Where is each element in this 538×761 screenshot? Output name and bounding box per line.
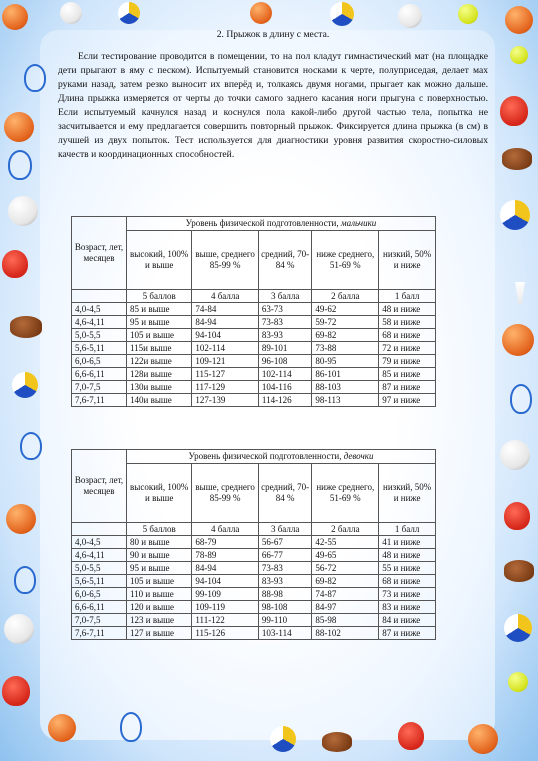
value-cell: 74-87 — [312, 588, 379, 601]
value-cell: 73-83 — [258, 562, 311, 575]
value-cell: 80 и выше — [127, 536, 192, 549]
american-football-icon — [10, 316, 42, 338]
age-cell: 4,0-4,5 — [72, 536, 127, 549]
value-cell: 84-94 — [192, 316, 259, 329]
value-cell: 95 и выше — [127, 562, 192, 575]
basketball-icon — [505, 6, 533, 34]
level-below-average: ниже среднего, 51-69 % — [312, 231, 379, 290]
table-row — [72, 329, 436, 342]
tennis-ball-icon — [508, 672, 528, 692]
value-cell: 55 и ниже — [379, 562, 436, 575]
value-cell: 85-98 — [312, 614, 379, 627]
american-football-icon — [322, 732, 352, 752]
value-cell: 127-139 — [192, 394, 259, 407]
volleyball-icon — [12, 372, 38, 398]
ping-pong-paddle-icon — [504, 502, 530, 530]
value-cell: 73-88 — [312, 342, 379, 355]
table-row — [72, 562, 436, 575]
level-average: средний, 70-84 % — [258, 231, 311, 290]
soccer-ball-icon — [60, 2, 82, 24]
age-cell: 5,0-5,5 — [72, 329, 127, 342]
value-cell: 96-108 — [258, 355, 311, 368]
tennis-ball-icon — [458, 4, 478, 24]
age-cell: 7,0-7,5 — [72, 381, 127, 394]
value-cell: 88-98 — [258, 588, 311, 601]
level-low: низкий, 50% и ниже — [379, 464, 436, 523]
racket-icon — [8, 150, 32, 180]
value-cell: 79 и ниже — [379, 355, 436, 368]
value-cell: 103-114 — [258, 627, 311, 640]
value-cell: 97 и ниже — [379, 394, 436, 407]
value-cell: 99-110 — [258, 614, 311, 627]
value-cell: 63-73 — [258, 303, 311, 316]
value-cell: 80-95 — [312, 355, 379, 368]
section-heading: 2. Прыжок в длину с места. — [216, 29, 330, 40]
value-cell: 56-67 — [258, 536, 311, 549]
value-cell: 68 и ниже — [379, 329, 436, 342]
soccer-ball-icon — [500, 440, 530, 470]
value-cell: 114-126 — [258, 394, 311, 407]
points-cell: 4 балла — [192, 523, 259, 536]
points-cell: 3 балла — [258, 290, 311, 303]
age-cell: 7,6-7,11 — [72, 627, 127, 640]
value-cell: 140и выше — [127, 394, 192, 407]
value-cell: 105 и выше — [127, 329, 192, 342]
value-cell: 87 и ниже — [379, 381, 436, 394]
ping-pong-paddle-icon — [2, 676, 30, 706]
age-header: Возраст, лет, месяцев — [72, 217, 127, 290]
age-cell: 6,0-6,5 — [72, 588, 127, 601]
value-cell: 104-116 — [258, 381, 311, 394]
soccer-ball-icon — [8, 196, 38, 226]
age-cell: 5,6-5,11 — [72, 575, 127, 588]
age-cell: 6,6-6,11 — [72, 601, 127, 614]
value-cell: 105 и выше — [127, 575, 192, 588]
value-cell: 78-89 — [192, 549, 259, 562]
value-cell: 102-114 — [192, 342, 259, 355]
ping-pong-paddle-icon — [2, 250, 28, 278]
value-cell: 86-101 — [312, 368, 379, 381]
value-cell: 42-55 — [312, 536, 379, 549]
value-cell: 95 и выше — [127, 316, 192, 329]
points-cell: 3 балла — [258, 523, 311, 536]
racket-icon — [14, 566, 36, 594]
ping-pong-paddle-icon — [500, 96, 528, 126]
value-cell: 68 и ниже — [379, 575, 436, 588]
value-cell: 83-93 — [258, 575, 311, 588]
value-cell: 102-114 — [258, 368, 311, 381]
value-cell: 94-104 — [192, 575, 259, 588]
table-title-prefix: Уровень физической подготовленности, — [188, 451, 344, 461]
shuttlecock-icon — [512, 282, 528, 304]
volleyball-icon — [500, 200, 530, 230]
level-above-average: выше, среднего 85-99 % — [192, 464, 259, 523]
points-cell: 2 балла — [312, 290, 379, 303]
value-cell: 99-109 — [192, 588, 259, 601]
points-cell: 1 балл — [379, 290, 436, 303]
points-spacer — [72, 523, 127, 536]
level-high: высокий, 100% и выше — [127, 231, 192, 290]
volleyball-icon — [330, 2, 354, 26]
level-low: низкий, 50% и ниже — [379, 231, 436, 290]
points-cell: 5 баллов — [127, 290, 192, 303]
value-cell: 41 и ниже — [379, 536, 436, 549]
points-cell: 5 баллов — [127, 523, 192, 536]
table-row — [72, 368, 436, 381]
value-cell: 130и выше — [127, 381, 192, 394]
table-title-gender: мальчики — [340, 218, 377, 228]
table-row — [72, 381, 436, 394]
basketball-icon — [2, 4, 28, 30]
boys-results-table — [71, 216, 436, 407]
table-title-gender: девочки — [343, 451, 374, 461]
soccer-ball-icon — [4, 614, 34, 644]
value-cell: 48 и ниже — [379, 549, 436, 562]
value-cell: 68-79 — [192, 536, 259, 549]
value-cell: 49-65 — [312, 549, 379, 562]
value-cell: 111-122 — [192, 614, 259, 627]
table-row — [72, 575, 436, 588]
basketball-icon — [4, 112, 34, 142]
value-cell: 69-82 — [312, 575, 379, 588]
racket-icon — [24, 64, 46, 92]
table-row — [72, 588, 436, 601]
age-cell: 7,6-7,11 — [72, 394, 127, 407]
racket-icon — [510, 384, 532, 414]
table-title — [127, 450, 436, 464]
value-cell: 115-127 — [192, 368, 259, 381]
value-cell: 59-72 — [312, 316, 379, 329]
soccer-ball-icon — [398, 4, 422, 28]
american-football-icon — [502, 148, 532, 170]
points-cell: 1 балл — [379, 523, 436, 536]
value-cell: 69-82 — [312, 329, 379, 342]
age-cell: 4,6-4,11 — [72, 549, 127, 562]
level-high: высокий, 100% и выше — [127, 464, 192, 523]
value-cell: 115-126 — [192, 627, 259, 640]
points-spacer — [72, 290, 127, 303]
value-cell: 89-101 — [258, 342, 311, 355]
value-cell: 94-104 — [192, 329, 259, 342]
value-cell: 84-97 — [312, 601, 379, 614]
racket-icon — [20, 432, 42, 460]
points-cell: 2 балла — [312, 523, 379, 536]
table-row — [72, 549, 436, 562]
value-cell: 122и выше — [127, 355, 192, 368]
age-cell: 7,0-7,5 — [72, 614, 127, 627]
table-row — [72, 316, 436, 329]
table-row — [72, 342, 436, 355]
volleyball-icon — [504, 614, 532, 642]
age-header: Возраст, лет, месяцев — [72, 450, 127, 523]
basketball-icon — [468, 724, 498, 754]
value-cell: 109-119 — [192, 601, 259, 614]
basketball-icon — [48, 714, 76, 742]
table-row — [72, 614, 436, 627]
volleyball-icon — [118, 2, 140, 24]
value-cell: 120 и выше — [127, 601, 192, 614]
table-row — [72, 601, 436, 614]
value-cell: 66-77 — [258, 549, 311, 562]
value-cell: 84 и ниже — [379, 614, 436, 627]
value-cell: 123 и выше — [127, 614, 192, 627]
value-cell: 73-83 — [258, 316, 311, 329]
american-football-icon — [504, 560, 534, 582]
value-cell: 84-94 — [192, 562, 259, 575]
value-cell: 72 и ниже — [379, 342, 436, 355]
value-cell: 128и выше — [127, 368, 192, 381]
value-cell: 83 и ниже — [379, 601, 436, 614]
description-paragraph: Если тестирование проводится в помещении, то на пол кладут гимнастический мат (на площадке дети прыгают в яму с песком). Испытуемый становится носками к черте, полуприседая, делает мах руками назад, затем резко выносит их вперёд и, толкаясь двумя ногами, прыгает как можно дальше. Длина прыжка измеряется от черты до точки самого заднего касания ноги прыгуна с поверхностью. Если испытуемый качнулся назад и коснулся пола какой-либо другой частью тела, попытка не засчитывается и ему предлагается совершить повторный прыжок. Фиксируется длина прыжка (в см) в лучшей из двух попыток. Тест используется для диагностики уровня развития скоростно-силовых качеств и координационных способностей. — [58, 51, 488, 160]
age-cell: 4,6-4,11 — [72, 316, 127, 329]
basketball-icon — [502, 324, 534, 356]
value-cell: 110 и выше — [127, 588, 192, 601]
tennis-ball-icon — [510, 46, 528, 64]
table-row — [72, 303, 436, 316]
value-cell: 48 и ниже — [379, 303, 436, 316]
value-cell: 85 и выше — [127, 303, 192, 316]
value-cell: 87 и ниже — [379, 627, 436, 640]
value-cell: 74-84 — [192, 303, 259, 316]
table-title — [127, 217, 436, 231]
value-cell: 58 и ниже — [379, 316, 436, 329]
age-cell: 6,0-6,5 — [72, 355, 127, 368]
level-above-average: выше, среднего 85-99 % — [192, 231, 259, 290]
age-cell: 6,6-6,11 — [72, 368, 127, 381]
value-cell: 88-103 — [312, 381, 379, 394]
volleyball-icon — [270, 726, 296, 752]
value-cell: 98-113 — [312, 394, 379, 407]
value-cell: 115и выше — [127, 342, 192, 355]
value-cell: 98-108 — [258, 601, 311, 614]
text-block — [58, 28, 488, 162]
basketball-icon — [250, 2, 272, 24]
table-row — [72, 394, 436, 407]
table-row — [72, 627, 436, 640]
age-cell: 4,0-4,5 — [72, 303, 127, 316]
age-cell: 5,6-5,11 — [72, 342, 127, 355]
table-title-prefix: Уровень физической подготовленности, — [185, 218, 341, 228]
boys-table-body — [72, 303, 436, 407]
value-cell: 88-102 — [312, 627, 379, 640]
value-cell: 56-72 — [312, 562, 379, 575]
girls-table-body — [72, 536, 436, 640]
value-cell: 49-62 — [312, 303, 379, 316]
ping-pong-paddle-icon — [398, 722, 424, 750]
level-average: средний, 70-84 % — [258, 464, 311, 523]
value-cell: 90 и выше — [127, 549, 192, 562]
value-cell: 85 и ниже — [379, 368, 436, 381]
value-cell: 109-121 — [192, 355, 259, 368]
age-cell: 5,0-5,5 — [72, 562, 127, 575]
value-cell: 117-129 — [192, 381, 259, 394]
girls-results-table — [71, 449, 436, 640]
points-cell: 4 балла — [192, 290, 259, 303]
value-cell: 83-93 — [258, 329, 311, 342]
level-below-average: ниже среднего, 51-69 % — [312, 464, 379, 523]
value-cell: 127 и выше — [127, 627, 192, 640]
racket-icon — [120, 712, 142, 742]
table-row — [72, 355, 436, 368]
table-row — [72, 536, 436, 549]
value-cell: 73 и ниже — [379, 588, 436, 601]
basketball-icon — [6, 504, 36, 534]
